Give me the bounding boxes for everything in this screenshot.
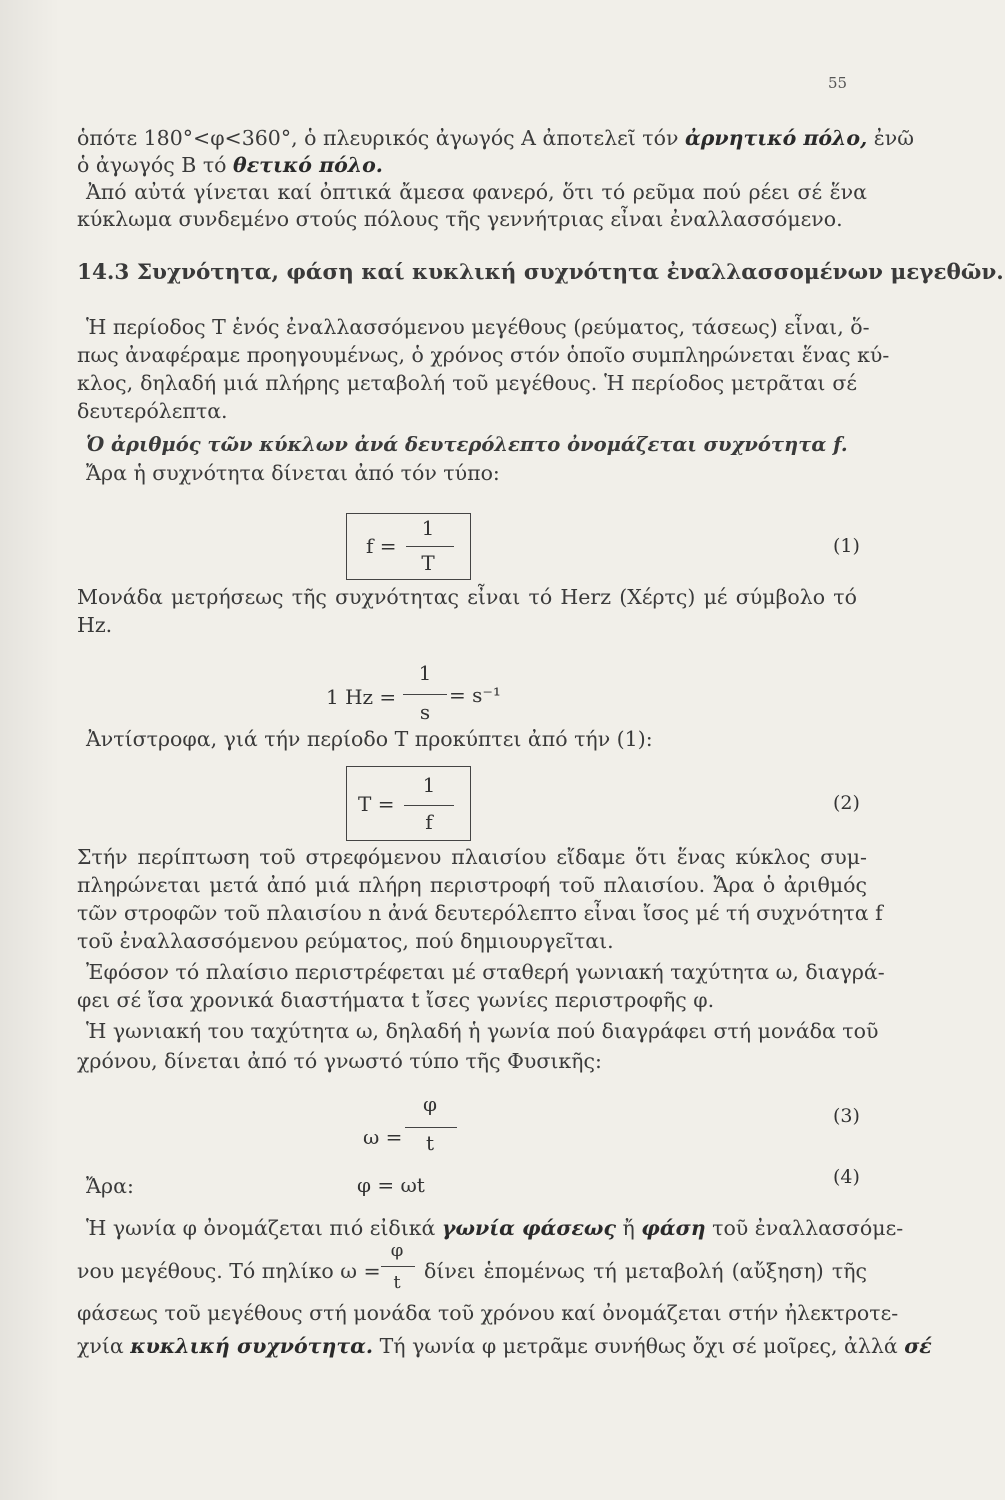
eq4-label: Ἄρα: [86,1174,134,1198]
para7-line4: χνία κυκλική συχνότητα. Τή γωνία φ μετρᾶμε συνήθως ὄχι σέ μοῖρες, ἀλλά σέ [77,1334,932,1358]
para6-line2: χρόνου, δίνεται ἀπό τό γνωστό τύπο τῆς Φυσικῆς: [77,1049,602,1073]
para7-line1: Ἡ γωνία φ ὀνομάζεται πιό εἰδικά γωνία φάσεως ἤ φάση τοῦ ἐναλλασσόμε- [86,1216,904,1240]
eq3-fraction-bar [405,1127,457,1128]
para3-line3: κλος, δηλαδή μιά πλήρης μεταβολή τοῦ μεγέθους. Ἡ περίοδος μετρᾶται σέ [77,371,857,395]
formula-intro-1: Ἄρα ἡ συχνότητα δίνεται ἀπό τόν τύπο: [86,461,500,485]
eq3-number: (3) [833,1105,860,1127]
para7-line2-start: νου μεγέθους. Τό πηλίκο ω = [77,1259,381,1283]
para3-line1: Ἡ περίοδος Τ ἑνός ἐναλλασσόμενου μεγέθους (ρεύματος, τάσεως) εἶναι, ὅ- [86,315,870,339]
eq2-number: (2) [833,792,860,814]
eq-unit-rhs: = s⁻¹ [449,683,501,707]
formula-intro-2: Ἀντίστροφα, γιά τήν περίοδο Τ προκύπτει ἀπό τήν (1): [86,727,653,751]
eq1-number: (1) [833,535,860,557]
para4-line2: πληρώνεται μετά ἀπό μιά πλήρη περιστροφή τοῦ πλαισίου. Ἄρα ὁ ἀριθμός [77,873,867,897]
para4-line4: τοῦ ἐναλλασσόμενου ρεύματος, πού δημιουργεῖται. [77,929,614,953]
para1-line2: ὁ ἀγωγός Β τό θετικό πόλο. [77,153,383,177]
eq4-number: (4) [833,1166,860,1188]
para5-line2: φει σέ ἴσα χρονικά διαστήματα t ἴσες γωνίες περιστροφῆς φ. [77,988,715,1012]
eq3-numerator: φ [422,1092,437,1116]
eq-unit-fraction-bar [403,694,447,695]
para1-line1: ὁπότε 180°<φ<360°, ὁ πλευρικός ἀγωγός Α ἀποτελεῖ τόν ἀρνητικό πόλο, ἐνῶ [77,126,914,150]
para6-line1: Ἡ γωνιακή του ταχύτητα ω, δηλαδή ἡ γωνία πού διαγράφει στή μονάδα τοῦ [86,1019,879,1043]
para2-line1: Ἀπό αὐτά γίνεται καί ὀπτικά ἄμεσα φανερό, ὅτι τό ρεῦμα πού ρέει σέ ἕνα [86,180,867,204]
frequency-definition: Ὁ ἀριθμός τῶν κύκλων ἀνά δευτερόλεπτο ὀνομάζεται συχνότητα f. [86,433,848,456]
para7-line3: φάσεως τοῦ μεγέθους στή μονάδα τοῦ χρόνου καί ὀνομάζεται στήν ἠλεκτροτε- [77,1301,899,1325]
eq1-fraction-bar [406,546,454,547]
para2-line2: κύκλωμα συνδεμένο στούς πόλους τῆς γεννήτριας εἶναι ἐναλλασσόμενο. [77,207,843,231]
eq2-denominator: f [425,810,433,834]
para4-line3: τῶν στροφῶν τοῦ πλαισίου n ἀνά δευτερόλεπτο εἶναι ἴσος μέ τή συχνότητα f [77,901,883,925]
eq3-lhs: ω = [363,1125,403,1149]
unit-text-line2: Hz. [77,613,113,637]
para5-line1: Ἐφόσον τό πλαίσιο περιστρέφεται μέ σταθερή γωνιακή ταχύτητα ω, διαγρά- [86,960,885,984]
eq2-fraction-bar [404,805,454,806]
para7-inline-denominator: t [393,1272,401,1293]
unit-text-line1: Μονάδα μετρήσεως τῆς συχνότητας εἶναι τό Herz (Χέρτς) μέ σύμβολο τό [77,585,857,609]
eq-unit-denominator: s [419,700,431,724]
eq2-lhs: T = [358,792,395,816]
para7-line2-end: δίνει ἑπομένως τή μεταβολή (αὔξηση) τῆς [424,1259,867,1283]
eq1-numerator: 1 [421,516,435,540]
eq1-lhs: f = [366,534,397,558]
para3-line4: δευτερόλεπτα. [77,399,228,423]
para7-inline-fraction-bar [381,1266,415,1267]
eq-unit-numerator: 1 [418,661,432,685]
eq1-denominator: T [421,551,435,575]
page-fold-shadow [0,0,60,1500]
para3-line2: πως ἀναφέραμε προηγουμένως, ὁ χρόνος στόν ὁποῖο συμπληρώνεται ἕνας κύ- [77,343,890,367]
eq4-expression: φ = ωt [357,1173,425,1197]
eq-unit-lhs: 1 Hz = [326,685,397,709]
eq2-numerator: 1 [422,773,436,797]
section-heading: 14.3 Συχνότητα, φάση καί κυκλική συχνότητα ἐναλλασσομένων μεγεθῶν. [77,260,1004,285]
page-number: 55 [828,74,848,92]
eq3-denominator: t [425,1131,435,1155]
para7-inline-numerator: φ [390,1240,404,1261]
para4-line1: Στήν περίπτωση τοῦ στρεφόμενου πλαισίου εἴδαμε ὅτι ἕνας κύκλος συμ- [77,845,867,869]
